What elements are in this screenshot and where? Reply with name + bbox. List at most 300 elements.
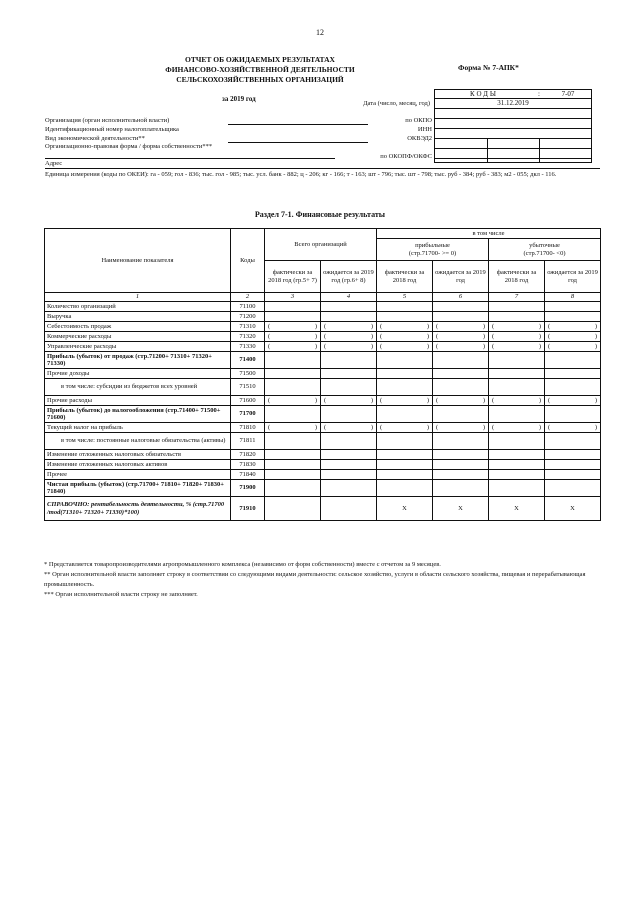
paren-wrap [379, 333, 430, 340]
row-code: 71830 [231, 460, 265, 470]
okfs-code-cell[interactable] [435, 149, 591, 159]
value-cell[interactable] [433, 396, 489, 406]
value-cell[interactable] [545, 460, 601, 470]
value-cell[interactable] [489, 450, 545, 460]
footnote-3: *** Орган исполнительной власти строку не заполняет. [44, 591, 198, 599]
table-row [45, 497, 601, 521]
value-cell[interactable] [265, 369, 321, 379]
financial-results-table [44, 228, 601, 521]
paren-open: ( [380, 322, 383, 330]
field-organization-line[interactable] [228, 124, 368, 125]
paren-wrap [323, 424, 374, 431]
date-code-cell[interactable]: 31.12.2019 [435, 99, 591, 109]
okpo-label: по ОКПО [405, 117, 432, 124]
value-cell[interactable] [265, 423, 321, 433]
row-code: 71600 [231, 396, 265, 406]
row-code: 71330 [231, 342, 265, 352]
paren-wrap [267, 397, 318, 404]
value-cell[interactable] [433, 322, 489, 332]
table-row [45, 352, 601, 369]
paren-wrap [267, 333, 318, 340]
value-cell[interactable] [489, 396, 545, 406]
value-cell[interactable] [433, 406, 489, 423]
value-cell[interactable] [265, 460, 321, 470]
value-cell[interactable] [489, 342, 545, 352]
value-cell[interactable] [545, 342, 601, 352]
paren-wrap [267, 424, 318, 431]
row-name: Прочее [45, 470, 231, 480]
table-row [45, 302, 601, 312]
value-cell[interactable] [265, 470, 321, 480]
value-cell[interactable] [433, 460, 489, 470]
codes-box [434, 99, 592, 163]
table-row [45, 342, 601, 352]
value-cell[interactable] [545, 470, 601, 480]
form-number: Форма № 7-АПК* [458, 63, 519, 72]
table-row [45, 450, 601, 460]
header-profitable [377, 239, 489, 261]
title-line-2: ФИНАНСОВО-ХОЗЯЙСТВЕННОЙ ДЕЯТЕЛЬНОСТИ [165, 65, 355, 75]
header-exp-loss: ожидается за 2019 год [545, 261, 601, 293]
value-cell[interactable] [489, 352, 545, 369]
row-name: Чистая прибыль (убыток) (стр.71700+ 71810+ 71820+ 71830+ 71840) [45, 480, 231, 497]
paren-open: ( [548, 423, 551, 431]
row-code: 71810 [231, 423, 265, 433]
paren-close: ) [594, 396, 598, 404]
paren-open: ( [436, 322, 439, 330]
value-cell[interactable] [489, 332, 545, 342]
paren-close: ) [594, 423, 598, 431]
footnotes [44, 560, 604, 600]
value-cell[interactable] [321, 433, 377, 450]
value-cell[interactable] [545, 406, 601, 423]
row-name: Количество организаций [45, 302, 231, 312]
paren-close: ) [594, 322, 598, 330]
codes-divider [487, 139, 488, 163]
value-cell[interactable] [321, 450, 377, 460]
field-inn: Идентификационный номер налогоплательщика [45, 126, 179, 133]
paren-open: ( [492, 423, 495, 431]
value-cell[interactable] [433, 302, 489, 312]
paren-wrap [323, 333, 374, 340]
paren-close: ) [538, 342, 541, 350]
inn-label: ИНН [417, 126, 432, 133]
value-cell[interactable] [377, 433, 433, 450]
value-cell[interactable]: X [545, 497, 601, 521]
paren-close: ) [426, 322, 429, 330]
paren-close: ) [538, 396, 541, 404]
value-cell[interactable] [545, 433, 601, 450]
paren-open: ( [436, 342, 439, 350]
header-including: в том числе [377, 229, 601, 239]
value-cell[interactable] [321, 352, 377, 369]
table-row [45, 332, 601, 342]
codes-header-sep: : [538, 90, 540, 98]
report-year: за 2019 год [222, 95, 256, 103]
value-cell[interactable] [545, 332, 601, 342]
row-name: в том числе: субсидии из бюджетов всех уровней [45, 379, 231, 396]
paren-close: ) [314, 322, 317, 330]
value-cell[interactable] [545, 379, 601, 396]
row-code: 71320 [231, 332, 265, 342]
paren-open: ( [324, 423, 327, 431]
paren-wrap [379, 343, 430, 350]
row-code: 71910 [231, 497, 265, 521]
value-cell[interactable] [489, 480, 545, 497]
value-cell[interactable] [489, 470, 545, 480]
value-cell[interactable] [321, 480, 377, 497]
table-row [45, 460, 601, 470]
address-line[interactable] [45, 168, 600, 169]
paren-open: ( [436, 332, 439, 340]
paren-wrap [435, 343, 486, 350]
value-cell[interactable] [321, 470, 377, 480]
row-name: Прочие доходы [45, 369, 231, 379]
value-cell[interactable] [265, 332, 321, 342]
paren-open: ( [380, 342, 383, 350]
table-row [45, 406, 601, 423]
value-cell[interactable] [489, 369, 545, 379]
report-title [110, 55, 410, 85]
paren-close: ) [426, 332, 429, 340]
row-code: 71510 [231, 379, 265, 396]
row-code: 71811 [231, 433, 265, 450]
value-cell[interactable] [545, 396, 601, 406]
value-cell[interactable] [433, 433, 489, 450]
value-cell[interactable] [489, 302, 545, 312]
value-cell[interactable] [545, 322, 601, 332]
row-code: 71100 [231, 302, 265, 312]
value-cell[interactable] [265, 342, 321, 352]
paren-open: ( [324, 342, 327, 350]
header-fact-profit: фактически за 2018 год [377, 261, 433, 293]
header-exp-total: ожидается за 2019 год (гр.6+ 8) [321, 261, 377, 293]
value-cell[interactable] [321, 302, 377, 312]
col-num-3: 3 [265, 293, 321, 302]
value-cell[interactable] [433, 312, 489, 322]
paren-open: ( [268, 332, 271, 340]
row-name: Коммерческие расходы [45, 332, 231, 342]
paren-wrap [323, 397, 374, 404]
value-cell[interactable] [265, 322, 321, 332]
units-text: Единица измерения (коды по ОКЕИ): га - 059; гол - 836; тыс. гол - 985; тыс. усл. банк - 882; ц - 206; кг - 166; т - 163; шт - 796; тыс. шт - 798; тыс. руб - 384; руб - 383; м2 - 055; дкл - 116. [45, 171, 557, 178]
value-cell[interactable] [265, 406, 321, 423]
okopf-label: по ОКОПФ/ОКФС [380, 153, 432, 160]
paren-open: ( [492, 322, 495, 330]
paren-open: ( [548, 342, 551, 350]
paren-open: ( [380, 332, 383, 340]
value-cell[interactable] [433, 379, 489, 396]
value-cell[interactable] [433, 470, 489, 480]
col-num-8: 8 [545, 293, 601, 302]
table-row [45, 470, 601, 480]
okopf-code-cell[interactable] [435, 139, 591, 149]
paren-close: ) [370, 332, 373, 340]
row-name: Прибыль (убыток) от продаж (стр.71200+ 71310+ 71320+ 71330) [45, 352, 231, 369]
codes-header [434, 89, 592, 99]
value-cell[interactable] [321, 332, 377, 342]
value-cell[interactable] [433, 480, 489, 497]
value-cell[interactable] [377, 369, 433, 379]
paren-close: ) [538, 332, 541, 340]
paren-wrap [379, 323, 430, 330]
paren-close: ) [370, 396, 373, 404]
paren-wrap [435, 333, 486, 340]
paren-open: ( [268, 342, 271, 350]
title-line-3: СЕЛЬСКОХОЗЯЙСТВЕННЫХ ОРГАНИЗАЦИЙ [176, 75, 344, 85]
paren-open: ( [436, 423, 439, 431]
value-cell[interactable] [265, 433, 321, 450]
paren-wrap [491, 323, 542, 330]
table-row [45, 322, 601, 332]
section-title: Раздел 7-1. Финансовые результаты [254, 210, 386, 219]
value-cell[interactable] [545, 423, 601, 433]
paren-close: ) [594, 342, 598, 350]
row-name: Управленческие расходы [45, 342, 231, 352]
okved-code-cell[interactable] [435, 129, 591, 139]
row-name: Изменение отложенных налоговых обязательств [45, 450, 231, 460]
value-cell[interactable] [489, 312, 545, 322]
value-cell[interactable] [321, 342, 377, 352]
paren-open: ( [492, 342, 495, 350]
row-name: в том числе: постоянные налоговые обязательства (активы) [45, 433, 231, 450]
value-cell[interactable]: X [377, 497, 433, 521]
row-name: Выручка [45, 312, 231, 322]
row-name: Прочие расходы [45, 396, 231, 406]
paren-close: ) [314, 396, 317, 404]
value-cell[interactable] [321, 423, 377, 433]
value-cell[interactable] [321, 312, 377, 322]
paren-close: ) [594, 332, 598, 340]
row-name: Изменение отложенных налоговых активов [45, 460, 231, 470]
field-activity-line[interactable] [228, 142, 368, 143]
col-num-5: 5 [377, 293, 433, 302]
paren-close: ) [482, 342, 485, 350]
row-name: СПРАВОЧНО: рентабельность деятельности, % (стр.71700 /mod(71310+ 71320+ 71330)*100) [45, 497, 231, 521]
value-cell[interactable] [433, 342, 489, 352]
paren-open: ( [268, 396, 271, 404]
value-cell[interactable] [377, 332, 433, 342]
value-cell[interactable] [433, 450, 489, 460]
address-label: Адрес [45, 160, 63, 167]
paren-wrap [267, 323, 318, 330]
table-row [45, 480, 601, 497]
value-cell[interactable] [265, 480, 321, 497]
paren-wrap [491, 343, 542, 350]
paren-wrap [547, 343, 598, 350]
form-code: 7-07 [561, 90, 575, 98]
paren-wrap [491, 397, 542, 404]
footnote-2: ** Орган исполнительной власти заполняет строку в соответствии со следующими видами деятельности: сельское хозяйство, услуги в области сельского хозяйства, пищевая и перерабатывающая промышленность. [44, 571, 586, 589]
value-cell[interactable] [489, 423, 545, 433]
paren-close: ) [426, 396, 429, 404]
value-cell[interactable] [321, 322, 377, 332]
value-cell[interactable] [433, 352, 489, 369]
value-cell[interactable] [377, 322, 433, 332]
col-num-2: 2 [231, 293, 265, 302]
paren-close: ) [538, 423, 541, 431]
value-cell[interactable] [321, 369, 377, 379]
value-cell[interactable] [321, 396, 377, 406]
col-num-4: 4 [321, 293, 377, 302]
value-cell[interactable] [433, 332, 489, 342]
paren-close: ) [370, 342, 373, 350]
value-cell[interactable] [377, 312, 433, 322]
page-number: 12 [316, 28, 324, 37]
footnote-1: * Представляется товаропроизводителями агропромышленного комплекса (независимо от форм собственности) вместе с отчетом за 9 месяцев. [44, 561, 441, 568]
paren-open: ( [324, 322, 327, 330]
paren-open: ( [548, 332, 551, 340]
value-cell[interactable] [545, 369, 601, 379]
paren-close: ) [314, 332, 317, 340]
value-cell[interactable] [545, 302, 601, 312]
value-cell[interactable] [321, 406, 377, 423]
paren-wrap [267, 343, 318, 350]
codes-header-label: КОДЫ [469, 90, 499, 98]
value-cell[interactable] [545, 480, 601, 497]
col-num-6: 6 [433, 293, 489, 302]
paren-close: ) [482, 332, 485, 340]
value-cell[interactable] [377, 406, 433, 423]
value-cell[interactable] [545, 450, 601, 460]
row-name: Себестоимость продаж [45, 322, 231, 332]
value-cell[interactable] [377, 302, 433, 312]
header-codes: Коды [231, 229, 265, 293]
header-exp-profit: ожидается за 2019 год [433, 261, 489, 293]
paren-open: ( [268, 423, 271, 431]
paren-wrap [547, 424, 598, 431]
table-body [45, 302, 601, 521]
value-cell[interactable] [433, 423, 489, 433]
value-cell[interactable] [489, 433, 545, 450]
paren-close: ) [482, 396, 485, 404]
value-cell[interactable] [433, 369, 489, 379]
paren-close: ) [314, 342, 317, 350]
value-cell[interactable] [265, 450, 321, 460]
value-cell[interactable] [265, 302, 321, 312]
paren-open: ( [324, 332, 327, 340]
value-cell[interactable] [377, 396, 433, 406]
value-cell[interactable]: X [433, 497, 489, 521]
value-cell[interactable] [265, 379, 321, 396]
codes-divider-2 [539, 139, 540, 163]
value-cell[interactable] [489, 406, 545, 423]
value-cell[interactable] [265, 497, 321, 521]
date-label: Дата (число, месяц, год) [363, 100, 430, 107]
row-code: 71700 [231, 406, 265, 423]
value-cell[interactable] [377, 379, 433, 396]
field-legal-form-line[interactable] [45, 158, 335, 159]
value-cell[interactable] [265, 312, 321, 322]
value-cell[interactable] [489, 322, 545, 332]
value-cell[interactable]: X [489, 497, 545, 521]
value-cell[interactable] [377, 352, 433, 369]
okved-label: ОКВЭД2 [407, 135, 432, 142]
paren-open: ( [492, 396, 495, 404]
paren-wrap [379, 397, 430, 404]
paren-wrap [435, 323, 486, 330]
header-loss-label: убыточные [529, 242, 560, 250]
row-code: 71200 [231, 312, 265, 322]
header-profitable-label: прибыльные [415, 242, 450, 250]
value-cell[interactable] [265, 396, 321, 406]
row-name: Прибыль (убыток) до налогообложения (стр.71400+ 71500+ 71600) [45, 406, 231, 423]
header-fact-total: фактически за 2018 год (гр.5+ 7) [265, 261, 321, 293]
paren-close: ) [482, 322, 485, 330]
row-name: Текущий налог на прибыль [45, 423, 231, 433]
header-name: Наименование показателя [45, 229, 231, 293]
value-cell[interactable] [321, 497, 377, 521]
paren-open: ( [380, 423, 383, 431]
value-cell[interactable] [377, 450, 433, 460]
field-legal-form: Организационно-правовая форма / форма собственности*** [45, 143, 213, 150]
paren-close: ) [370, 322, 373, 330]
paren-close: ) [426, 423, 429, 431]
paren-wrap [547, 333, 598, 340]
row-code: 71400 [231, 352, 265, 369]
paren-close: ) [482, 423, 485, 431]
value-cell[interactable] [321, 379, 377, 396]
row-code: 71820 [231, 450, 265, 460]
row-code: 71900 [231, 480, 265, 497]
paren-open: ( [548, 322, 551, 330]
value-cell[interactable] [265, 352, 321, 369]
header-loss-cond: (стр.71700- <0) [523, 249, 566, 257]
table-row [45, 379, 601, 396]
paren-wrap [379, 424, 430, 431]
title-line-1: ОТЧЕТ ОБ ОЖИДАЕМЫХ РЕЗУЛЬТАТАХ [185, 55, 335, 64]
paren-close: ) [370, 423, 373, 431]
row-code: 71840 [231, 470, 265, 480]
paren-wrap [323, 343, 374, 350]
value-cell[interactable] [489, 379, 545, 396]
paren-open: ( [380, 396, 383, 404]
header-total: Всего организаций [265, 229, 377, 261]
value-cell[interactable] [321, 460, 377, 470]
value-cell[interactable] [377, 470, 433, 480]
inn-code-cell[interactable] [435, 119, 591, 129]
paren-wrap [435, 424, 486, 431]
value-cell[interactable] [545, 352, 601, 369]
field-organization: Организация (орган исполнительной власти) [45, 117, 170, 124]
row-code: 71310 [231, 322, 265, 332]
okpo-code-cell[interactable] [435, 109, 591, 119]
paren-open: ( [436, 396, 439, 404]
value-cell[interactable] [377, 480, 433, 497]
table-row [45, 312, 601, 322]
paren-open: ( [268, 322, 271, 330]
row-code: 71500 [231, 369, 265, 379]
value-cell[interactable] [377, 342, 433, 352]
paren-open: ( [324, 396, 327, 404]
paren-open: ( [548, 396, 551, 404]
value-cell[interactable] [545, 312, 601, 322]
col-num-1: 1 [45, 293, 231, 302]
value-cell[interactable] [489, 460, 545, 470]
paren-wrap [491, 333, 542, 340]
value-cell[interactable] [377, 460, 433, 470]
value-cell[interactable] [377, 423, 433, 433]
paren-wrap [491, 424, 542, 431]
paren-close: ) [426, 342, 429, 350]
paren-wrap [323, 323, 374, 330]
paren-wrap [547, 397, 598, 404]
column-numbers-row [45, 293, 601, 302]
paren-close: ) [314, 423, 317, 431]
field-activity: Вид экономической деятельности** [45, 135, 145, 142]
header-profitable-cond: (стр.71700- >= 0) [408, 249, 457, 257]
header-loss [489, 239, 601, 261]
